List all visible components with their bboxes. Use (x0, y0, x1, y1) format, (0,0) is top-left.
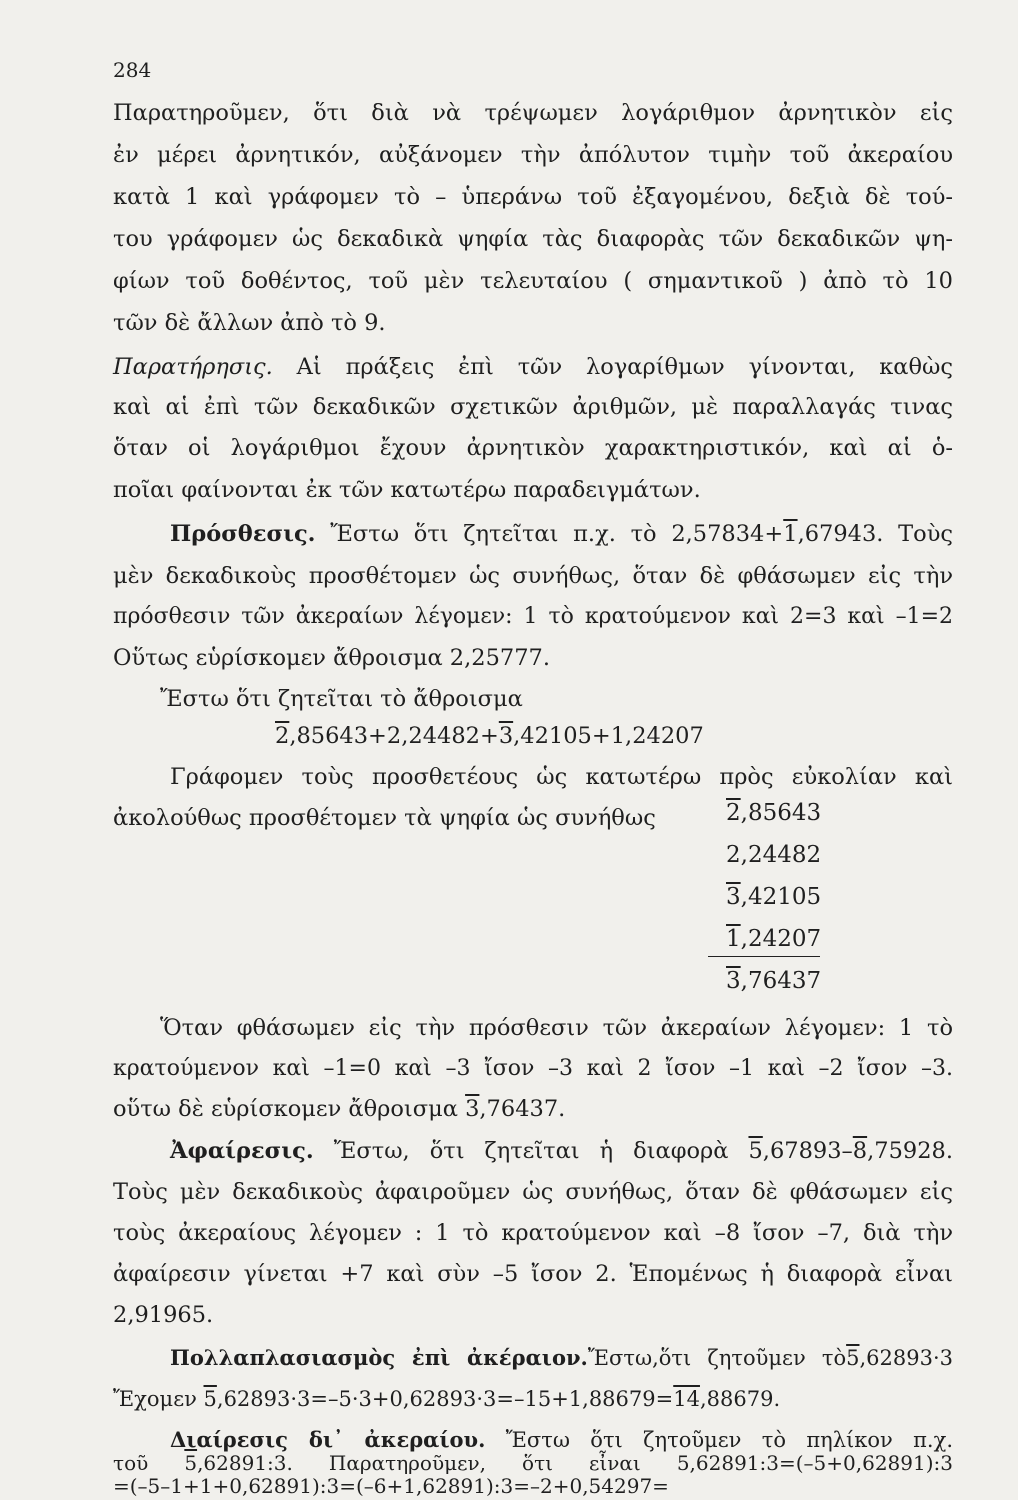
division-line: Διαίρεσις δι᾽ ἀκεραίου. Ἔστω ὅτι ζητοῦμεν τὸ πηλίκον π.χ. (170, 1427, 953, 1452)
subtraction-title: Ἀφαίρεσις. (170, 1138, 314, 1164)
text-line: καὶ αἱ ἐπὶ τῶν δεκαδικῶν σχετικῶν ἀριθμῶν, μὲ παραλλαγάς τινας (113, 394, 953, 420)
text-line: ποῖαι φαίνονται ἐκ τῶν κατωτέρω παραδειγμάτων. (113, 477, 701, 503)
text-line: Ἔχομεν 5,62893·3=–5·3+0,62893·3=–15+1,88679=14,88679. (113, 1387, 781, 1411)
text-line: οὕτω δὲ εὑρίσκομεν ἄθροισμα 3,76437. (113, 1096, 566, 1122)
text-line: τοῦ 5,62891:3. Παρατηροῦμεν, ὅτι εἶναι 5,62891:3=(–5+0,62891):3 (113, 1451, 953, 1475)
text-line: ἐν μέρει ἀρνητικόν, αὐξάνομεν τὴν ἀπόλυτον τιμὴν τοῦ ἀκεραίου (113, 142, 953, 168)
remark-title: Παρατήρησις. (113, 354, 273, 380)
text-line: κρατούμενον καὶ –1=0 καὶ –3 ἴσον –3 καὶ 2 ἴσον –1 καὶ –2 ἴσον –3. (113, 1056, 953, 1081)
addition-title: Πρόσθεσις. (170, 521, 316, 547)
page-number: 284 (113, 58, 152, 82)
subtraction-line: Ἀφαίρεσις. Ἔστω, ὅτι ζητεῖται ἡ διαφορὰ 5,67893–8,75928. (170, 1138, 953, 1164)
text-line: του γράφομεν ὡς δεκαδικὰ ψηφία τὰς διαφορὰς τῶν δεκαδικῶν ψη- (113, 226, 953, 252)
text-line: =(–5–1+1+0,62891):3=(–6+1,62891):3=–2+0,54297= (113, 1474, 669, 1498)
addend: 3,42105 (726, 884, 822, 910)
text-line: φίων τοῦ δοθέντος, τοῦ μὲν τελευταίου ( σημαντικοῦ ) ἀπὸ τὸ 10 (113, 268, 953, 294)
remark-line: Παρατήρησις. Αἱ πράξεις ἐπὶ τῶν λογαρίθμων γίνονται, καθὼς (113, 354, 953, 380)
multiplication-line: Πολλαπλασιασμὸς ἐπὶ ἀκέραιον.Ἔστω,ὅτι ζητοῦμεν τὸ5,62893·3 (170, 1345, 953, 1370)
text-line: ἀκολούθως προσθέτομεν τὰ ψηφία ὡς συνήθως (113, 805, 656, 831)
sum-rule (708, 956, 820, 957)
text-line: Οὕτως εὑρίσκομεν ἄθροισμα 2,25777. (113, 645, 550, 671)
text-line: πρόσθεσιν τῶν ἀκεραίων λέγομεν: 1 τὸ κρατούμενον καὶ 2=3 καὶ –1=2 (113, 604, 953, 629)
text-line: Τοὺς μὲν δεκαδικοὺς ἀφαιροῦμεν ὡς συνήθως, ὅταν δὲ φθάσωμεν εἰς (113, 1179, 953, 1205)
text-line: Ἔστω ὅτι ζητεῖται τὸ ἄθροισμα (160, 686, 523, 712)
addend: 2,24482 (726, 842, 822, 868)
sum-formula: 2,85643+2,24482+3,42105+1,24207 (275, 723, 704, 749)
division-title: Διαίρεσις δι᾽ ἀκεραίου. (170, 1427, 486, 1452)
text-line: κατὰ 1 καὶ γράφομεν τὸ – ὑπεράνω τοῦ ἐξαγομένου, δεξιὰ δὲ τού- (113, 184, 953, 210)
addend: 1,24207 (726, 926, 822, 952)
text-line: ὅταν οἱ λογάριθμοι ἔχουν ἀρνητικὸν χαρακτηριστικόν, καὶ αἱ ὁ- (113, 435, 953, 461)
text-line: τοὺς ἀκεραίους λέγομεν : 1 τὸ κρατούμενον καὶ –8 ἴσον –7, διὰ τὴν (113, 1220, 953, 1246)
multiplication-title: Πολλαπλασιασμὸς ἐπὶ ἀκέραιον. (170, 1345, 588, 1370)
addend: 2,85643 (726, 800, 822, 826)
text-line: μὲν δεκαδικοὺς προσθέτομεν ὡς συνήθως, ὅταν δὲ φθάσωμεν εἰς τὴν (113, 563, 953, 589)
text-line: 2,91965. (113, 1302, 214, 1328)
addition-line: Πρόσθεσις. Ἔστω ὅτι ζητεῖται π.χ. τὸ 2,57834+1,67943. Τοὺς (170, 521, 954, 547)
text-line: ἀφαίρεσιν γίνεται +7 καὶ σὺν –5 ἴσον 2. Ἑπομένως ἡ διαφορὰ εἶναι (113, 1261, 953, 1287)
text-line: Γράφομεν τοὺς προσθετέους ὡς κατωτέρω πρὸς εὐκολίαν καὶ (170, 764, 953, 790)
text-line: Παρατηροῦμεν, ὅτι διὰ νὰ τρέψωμεν λογάριθμον ἀρνητικὸν εἰς (113, 100, 953, 126)
text-line: Ὅταν φθάσωμεν εἰς τὴν πρόσθεσιν τῶν ἀκεραίων λέγομεν: 1 τὸ (160, 1015, 953, 1041)
text-line: τῶν δὲ ἄλλων ἀπὸ τὸ 9. (113, 310, 386, 336)
sum-result: 3,76437 (726, 968, 822, 994)
